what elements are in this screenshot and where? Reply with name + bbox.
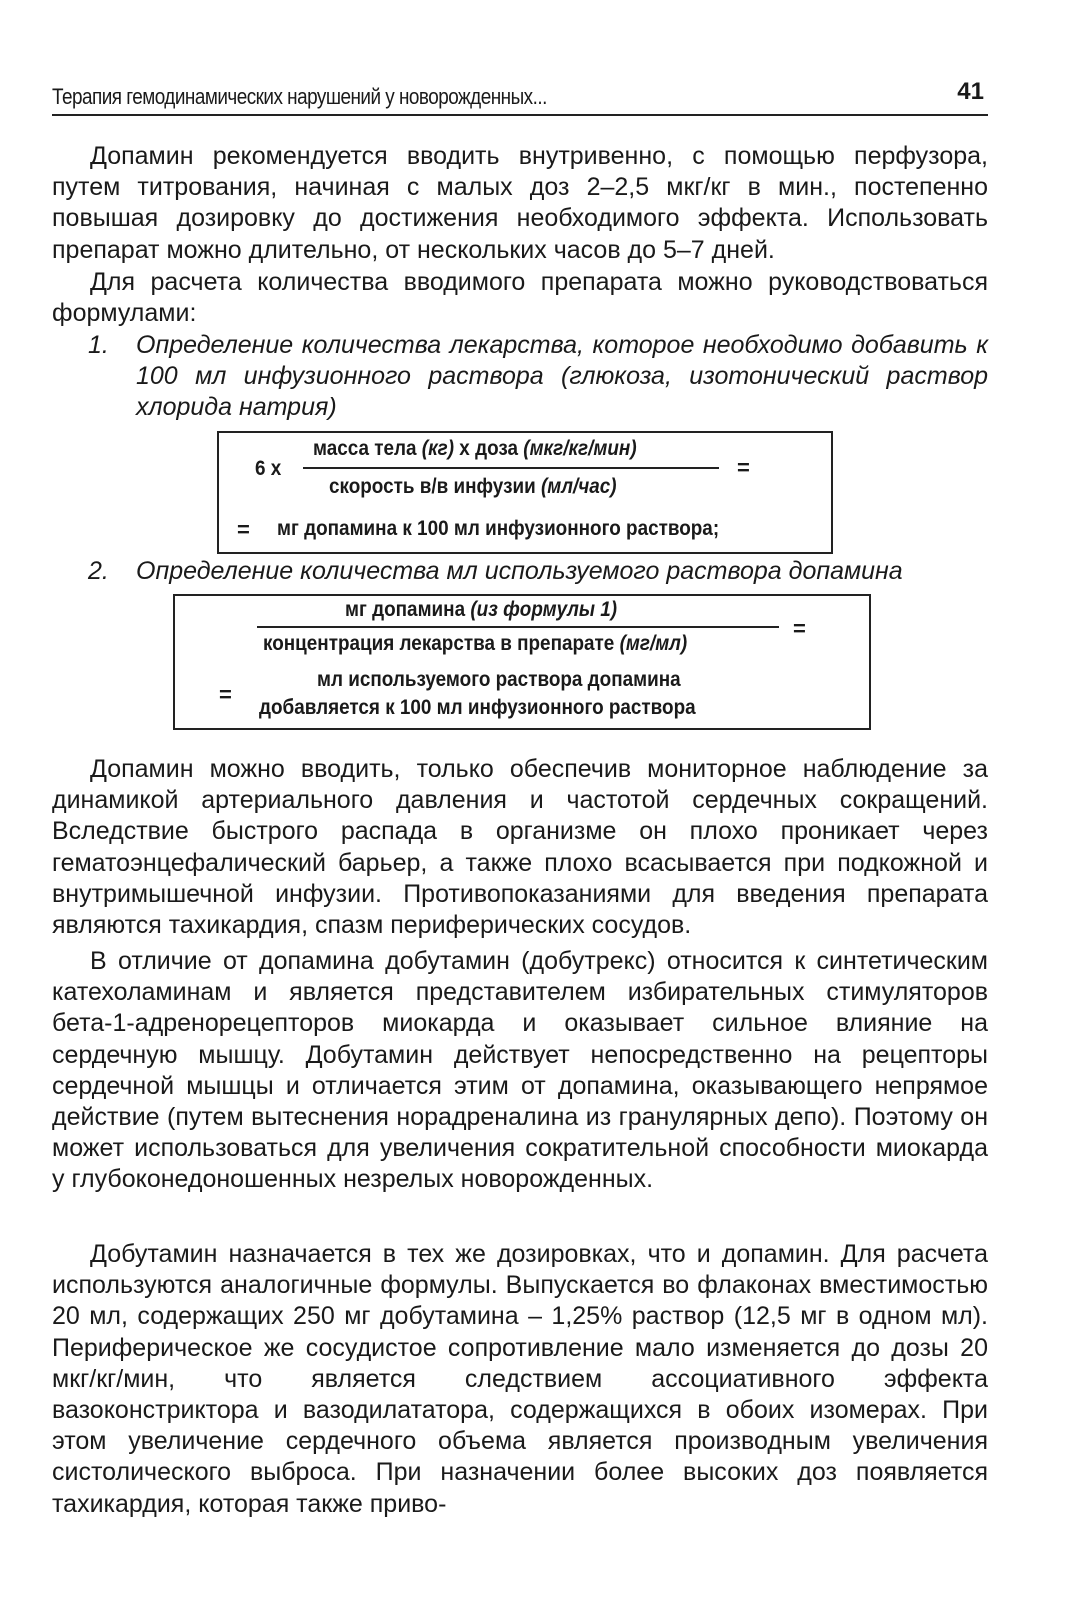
paragraph-5-text: Добутамин назначается в тех же дозировках, что и допамин. Для расчета используются аналогичные формулы. Выпускается во флаконах вместимостью 20 мл, содержащих 250 мг добутамина – 1,25% раствор (12,5 мг в одном мл). Периферическое же сосудистое сопротивление мало изменяется до дозы 20 мкг/кг/мин, что является следствием ассоциативного эффекта вазоконстриктора и вазодилататора, содержащихся в обоих изомерах. При этом увеличение сердечного объема является производным увеличения систолического выброса. При назначении более высоких доз появляется тахикардия, которая также приво- (52, 1240, 988, 1518)
formula-1-denominator-label: скорость в/в инфузии (329, 475, 541, 498)
paragraph-3-text: Допамин можно вводить, только обеспечив мониторное наблюдение за динамикой артериального давления и частотой сердечных сокращений. Вследствие быстрого распада в организме он плохо проникает через гематоэнцефалический барьер, а также плохо всасывается при подкожной и внутримышечной инфузии. Противопоказаниями для введения препарата являются тахикардия, спазм периферических сосудов. (52, 755, 988, 940)
list-item-2-number: 2. (88, 557, 109, 585)
page-number: 41 (957, 78, 984, 105)
paragraph-5 (52, 1239, 988, 1520)
formula-1-numerator-unit-2: (мкг/кг/мин) (523, 437, 637, 460)
formula-2-denominator-unit: (мг/мл) (619, 632, 688, 655)
formula-1-numerator (313, 437, 637, 461)
running-header (52, 80, 988, 116)
formula-1-numerator-unit-1: (кг) (421, 437, 455, 460)
list-item-1 (52, 330, 988, 426)
paragraph-1-text: Допамин рекомендуется вводить внутривенно, с помощью перфузора, путем титрования, начиная с малых доз 2–2,5 мкг/кг в мин., постепенно повышая дозировку до достижения необходимого эффекта. Использовать препарат можно длительно, от нескольких часов до 5–7 дней. (52, 142, 988, 264)
paragraph-4 (52, 946, 988, 1196)
list-item-2-text: Определение количества мл используемого раствора допамина (136, 557, 903, 585)
formula-2-numerator-note: (из формулы 1) (470, 598, 618, 621)
list-item-1-text: Определение количества лекарства, которое необходимо добавить к 100 мл инфузионного раствора (глюкоза, изотонический раствор хлорида натрия) (136, 331, 988, 422)
formula-1-result: мг допамина к 100 мл инфузионного раствора; (277, 517, 720, 540)
formula-1-equals-left: = (237, 517, 250, 542)
formula-2-result-line-1: мл используемого раствора допамина (317, 668, 681, 691)
paragraph-3 (52, 754, 988, 941)
formula-1-denominator-unit: (мл/час) (540, 475, 617, 498)
formula-1-equals-right: = (737, 455, 750, 480)
formula-2-fraction-bar (257, 626, 779, 628)
formula-1-numerator-mid: х доза (454, 437, 524, 460)
formula-1-fraction-bar (303, 467, 719, 469)
formula-1-denominator (329, 475, 617, 499)
formula-2-denominator (263, 632, 687, 656)
formula-2-numerator-label: мг допамина (345, 598, 471, 621)
formula-1-multiplier: 6 х (255, 457, 282, 480)
paragraph-2-text: Для расчета количества вводимого препарата можно руководствоваться формулами: (52, 268, 988, 328)
formula-2-equals-right: = (793, 616, 806, 641)
formula-box-1 (217, 431, 833, 554)
formula-box-2 (173, 594, 871, 730)
list-item-1-number: 1. (88, 331, 109, 359)
paragraph-1 (52, 141, 988, 266)
paragraph-2 (52, 267, 988, 329)
formula-2-equals-left: = (219, 682, 232, 707)
formula-1-numerator-label: масса тела (313, 437, 422, 460)
formula-2-numerator (345, 598, 617, 622)
formula-2-denominator-label: концентрация лекарства в препарате (263, 632, 620, 655)
formula-2-result-line-2: добавляется к 100 мл инфузионного раствора (259, 696, 696, 719)
running-title: Терапия гемодинамических нарушений у новорожденных... (52, 84, 547, 109)
list-item-2 (52, 556, 988, 590)
paragraph-4-text: В отличие от допамина добутамин (добутрекс) относится к синтетическим катехоламинам и является представителем избирательных стимуляторов бета-1-адренорецепторов миокарда и оказывает сильное влияние на сердечную мышцу. Добутамин действует непосредственно на рецепторы сердечной мышцы и отличается этим от допамина, оказывающего непрямое действие (путем вытеснения норадреналина из гранулярных депо). Поэтому он может использоваться для увеличения сократительной способности миокарда у глубоконедоношенных незрелых новорожденных. (52, 947, 988, 1194)
